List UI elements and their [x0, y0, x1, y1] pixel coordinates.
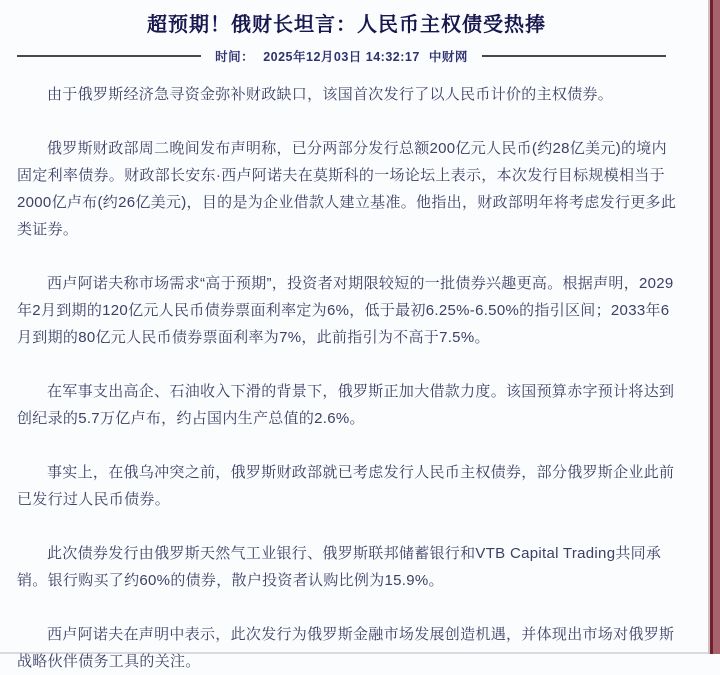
meta-source: 中财网 [428, 50, 468, 64]
article-paragraph: 在军事支出高企、石油收入下滑的背景下，俄罗斯正加大借款力度。该国预算赤字预计将达到创纪录的5.7万亿卢布，约占国内生产总值的2.6%。 [17, 383, 675, 427]
article-paragraph: 事实上，在俄乌冲突之前，俄罗斯财政部就已考虑发行人民币主权债券，部分俄罗斯企业此前已发行过人民币债券。 [17, 464, 675, 508]
article-paragraph: 俄罗斯财政部周二晚间发布声明称，已分两部分发行总额200亿元人民币(约28亿美元)的境内固定利率债券。财政部长安东·西卢阿诺夫在莫斯科的一场论坛上表示，本次发行目标规模相当于2000亿卢布(约26亿美元)，目的是为企业借款人建立基准。他指出，财政部明年将考虑发行更多此类证券。 [17, 140, 677, 238]
meta-time-label: 时间： [215, 50, 255, 64]
article-paragraph: 西卢阿诺夫称市场需求“高于预期”，投资者对期限较短的一批债券兴趣更高。根据声明，2029年2月到期的120亿元人民币债券票面利率定为6%，低于最初6.25%-6.50%的指引区间；2033年6月到期的80亿元人民币债券票面利率为7%，此前指引为不高于7.5%。 [17, 275, 674, 346]
edge-rose-strip [713, 0, 720, 654]
article-paragraph: 西卢阿诺夫在声明中表示，此次发行为俄罗斯金融市场发展创造机遇，并体现出市场对俄罗斯战略伙伴债务工具的关注。 [17, 626, 675, 670]
article-meta [201, 47, 482, 65]
meta-datetime: 2025年12月03日 14:32:17 [263, 50, 420, 64]
meta-divider-left [17, 55, 201, 57]
article-paragraph: 由于俄罗斯经济急寻资金弥补财政缺口，该国首次发行了以人民币计价的主权债券。 [47, 86, 614, 103]
article-title: 超预期！俄财长坦言：人民币主权债受热捧 [147, 14, 546, 36]
article-paragraph: 此次债券发行由俄罗斯天然气工业银行、俄罗斯联邦储蓄银行和VTB Capital Trading共同承销。银行购买了约60%的债券，散户投资者认购比例为15.9%。 [17, 545, 662, 589]
meta-divider-right [482, 55, 666, 57]
article-meta-row [17, 47, 666, 65]
page-edge-stripe [708, 0, 720, 654]
article-body [17, 81, 679, 675]
